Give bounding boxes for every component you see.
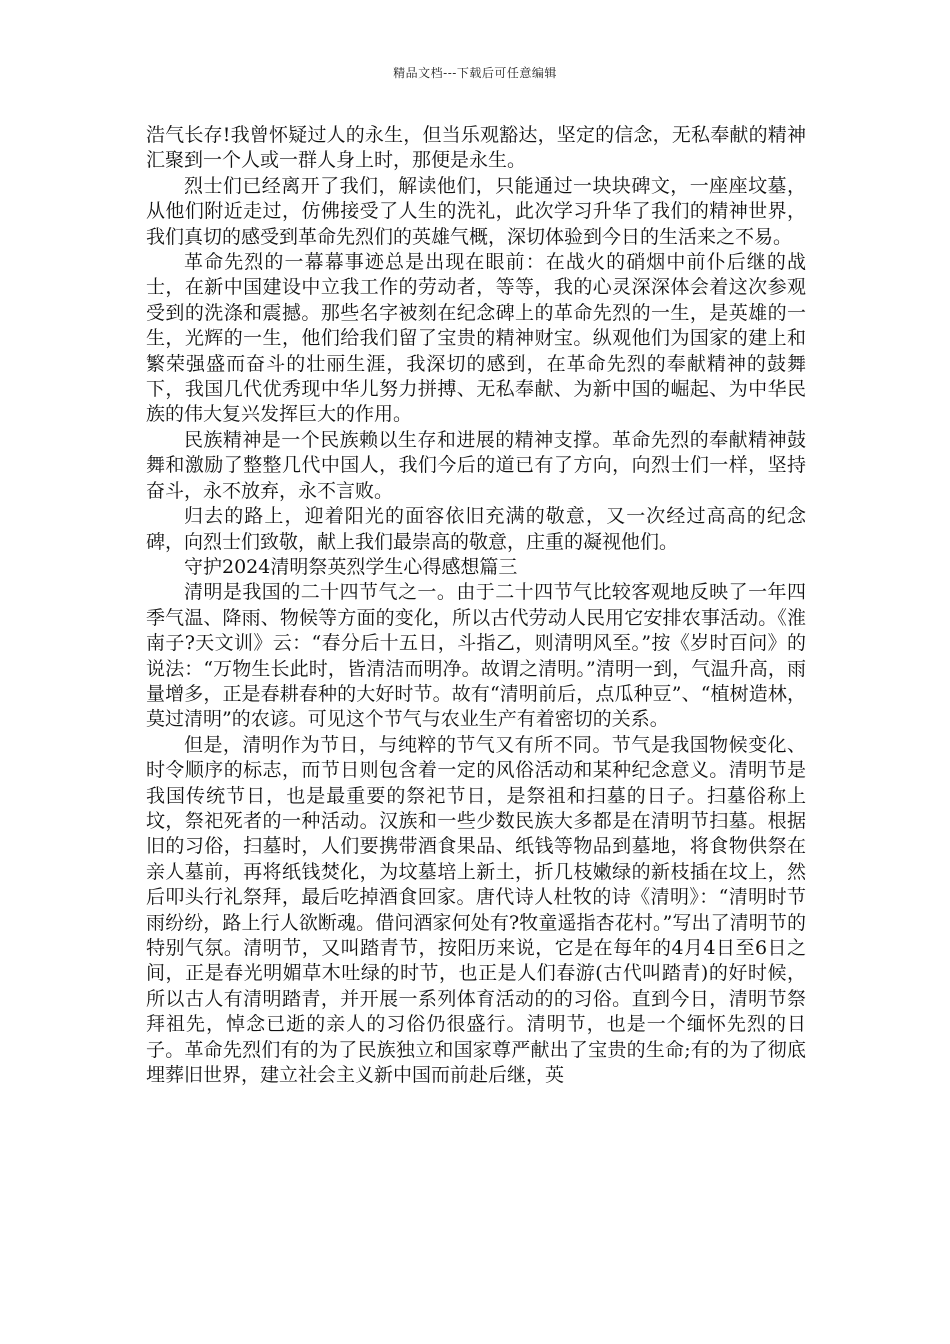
section-title: 守护2024清明祭英烈学生心得感想篇三	[184, 555, 518, 578]
paragraph-3: 革命先烈的一幕幕事迹总是出现在眼前：在战火的硝烟中前仆后继的战士，在新中国建设中立我工作的劳动者，等等，我的心灵深深体会着这次参观受到的洗涤和震撼。那些名字被刻在纪念碑上的革命先烈的一生，是英雄的一生，光辉的一生，他们给我们留了宝贵的精神财宝。纵观他们为国家的建上和繁荣强盛而奋斗的壮丽生涯，我深切的感到，在革命先烈的奉献精神的鼓舞下，我国几代优秀现中华儿努力拼搏、无私奉献、为新中国的崛起、为中华民族的伟大复兴发挥巨大的作用。	[146, 251, 806, 426]
paragraph-1: 浩气长存!我曾怀疑过人的永生，但当乐观豁达，坚定的信念，无私奉献的精神汇聚到一个人或一群人身上时，那便是永生。	[146, 124, 806, 172]
paragraph-7: 但是，清明作为节日，与纯粹的节气又有所不同。节气是我国物候变化、时令顺序的标志，而节日则包含着一定的风俗活动和某种纪念意义。清明节是我国传统节日，也是最重要的祭祀节日，是祭祖和扫墓的日子。扫墓俗称上坟，祭祀死者的一种活动。汉族和一些少数民族大多都是在清明节扫墓。根据旧的习俗，扫墓时，人们要携带酒食果品、纸钱等物品到墓地，将食物供祭在亲人墓前，再将纸钱焚化，为坟墓培上新土，折几枝嫩绿的新枝插在坟上，然后叩头行礼祭拜，最后吃掉酒食回家。唐代诗人杜牧的诗《清明》：“清明时节雨纷纷，路上行人欲断魂。借问酒家何处有?牧童遥指杏花村。”写出了清明节的特别气氛。清明节，又叫踏青节，按阳历来说，它是在每年的4月4日至6日之间，正是春光明媚草木吐绿的时节，也正是人们春游(古代叫踏青)的好时候，所以古人有清明踏青，并开展一系列体育活动的的习俗。直到今日，清明节祭拜祖先，悼念已逝的亲人的习俗仍很盛行。清明节，也是一个缅怀先烈的日子。革命先烈们有的为了民族独立和国家尊严献出了宝贵的生命;有的为了彻底埋葬旧世界，建立社会主义新中国而前赴后继，英	[146, 733, 806, 1087]
document-body	[146, 123, 806, 1088]
paragraph-5: 归去的路上，迎着阳光的面容依旧充满的敬意，又一次经过高高的纪念碑，向烈士们致敬，献上我们最崇高的敬意，庄重的凝视他们。	[146, 505, 806, 553]
page-header: 精品文档---下载后可任意编辑	[393, 66, 557, 80]
paragraph-4: 民族精神是一个民族赖以生存和进展的精神支撑。革命先烈的奉献精神鼓舞和激励了整整几代中国人，我们今后的道已有了方向，向烈士们一样，坚持奋斗，永不放弃，永不言败。	[146, 428, 806, 502]
paragraph-6: 清明是我国的二十四节气之一。由于二十四节气比较客观地反映了一年四季气温、降雨、物候等方面的变化，所以古代劳动人民用它安排农事活动。《淮南子?天文训》云：“春分后十五日，斗指乙，则清明风至。”按《岁时百问》的说法：“万物生长此时，皆清洁而明净。故谓之清明。”清明一到，气温升高，雨量增多，正是春耕春种的大好时节。故有“清明前后，点瓜种豆”、“植树造林，莫过清明”的农谚。可见这个节气与农业生产有着密切的关系。	[146, 581, 806, 731]
paragraph-2: 烈士们已经离开了我们，解读他们，只能通过一块块碑文，一座座坟墓，从他们附近走过，仿佛接受了人生的洗礼，此次学习升华了我们的精神世界，我们真切的感受到革命先烈们的英雄气概，深切体验到今日的生活来之不易。	[146, 174, 806, 248]
